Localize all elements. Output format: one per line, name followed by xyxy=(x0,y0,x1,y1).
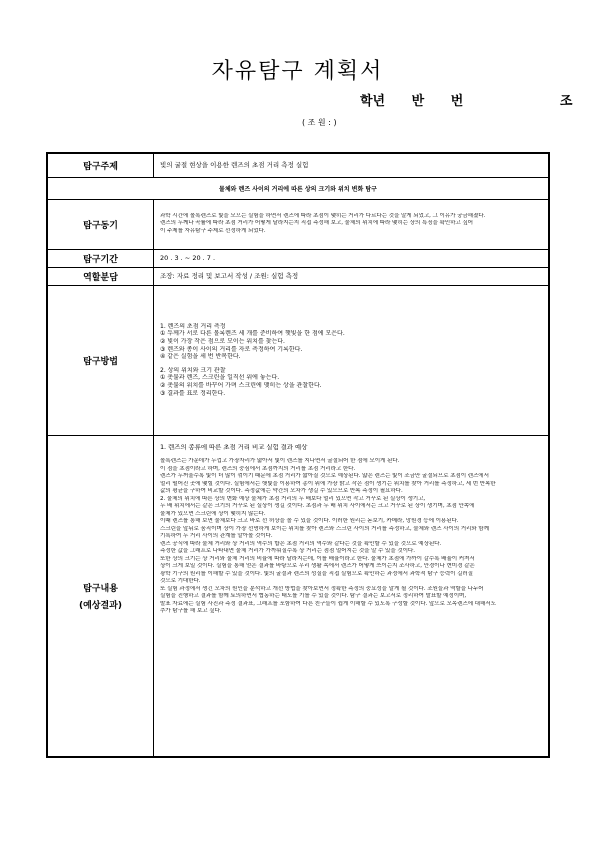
content-label: 탐구내용 xyxy=(83,583,118,594)
content-line: 이때 렌즈를 통해 보면 물체보다 크고 바로 선 허상을 볼 수 있을 것이다. 이러한 원리는 돋보기, 카메라, 망원경 등에 이용된다. xyxy=(160,518,459,524)
method-line: ① 두께가 서로 다른 볼록렌즈 세 개를 준비하여 햇빛을 한 점에 모은다. xyxy=(160,330,345,338)
group-label: 조 xyxy=(559,94,573,109)
document-title: 자유탐구 계획서 xyxy=(211,59,384,84)
motive-line: 렌즈의 두께나 곡률에 따라 초점 거리가 어떻게 달라지는지 직접 측정해 보고, 물체의 위치에 따라 맺히는 상의 특징을 확인하고 싶어 xyxy=(160,220,473,227)
members-value: 조장: 자료 정리 및 보고서 작성 / 조원: 실험 측정 xyxy=(154,267,550,285)
period-value: 20 . 3 . ~ 20 . 7 . xyxy=(154,249,550,267)
motive-cell xyxy=(154,199,550,249)
content-line: 두 배 위치에서는 같은 크기의 거꾸로 된 실상이 생길 것이다. 초점과 두 배 위치 사이에서는 크고 거꾸로 된 상이 생기며, 초점 안쪽에 xyxy=(160,503,475,509)
content-heading: 1. 렌즈의 종류에 따른 초점 거리 비교 실험 결과 예상 xyxy=(160,443,308,451)
method-cell xyxy=(154,285,550,435)
content-line: 상이 크게 보일 것이다. 실험을 통해 얻은 결과를 바탕으로 우리 생활 속에서 렌즈가 어떻게 쓰이는지 조사하고, 안경이나 현미경 같은 xyxy=(160,563,475,569)
content-line: 2. 물체의 위치에 따른 상의 변화 예상 물체가 초점 거리의 두 배보다 멀리 있으면 작고 거꾸로 된 실상이 생기고, xyxy=(160,495,426,502)
method-line: ③ 렌즈와 종이 사이의 거리를 자로 측정하여 기록한다. xyxy=(160,345,303,353)
content-line: 물체가 있으면 스크린에 상이 맺히지 않는다. xyxy=(160,510,266,517)
members-subtitle: ( 조 원 : ) xyxy=(302,118,337,127)
method-line: ① 촛불과 렌즈, 스크린을 일직선 위에 놓는다. xyxy=(160,374,280,382)
content-line: 스크린을 앞뒤로 움직이며 상이 가장 선명하게 보이는 위치를 찾아 렌즈와 스크린 사이의 거리를 측정하고, 물체와 렌즈 사이의 거리와 함께 xyxy=(160,525,489,532)
school-info xyxy=(360,90,572,109)
method-heading: 1. 렌즈의 초점 거리 측정 xyxy=(160,322,226,330)
motive-label: 탐구동기 xyxy=(47,199,154,249)
content-line: 멀리 떨어진 곳에 맺힐 것이다. 실험에서는 햇빛을 이용하여 종이 위에 가장 밝고 작은 점이 생기는 위치를 찾아 거리를 측정하고, 세 번 반복한 xyxy=(160,480,496,487)
method-line: ② 빛이 가장 작은 점으로 모이는 위치를 찾는다. xyxy=(160,338,285,346)
content-line: 발표 자료에는 실험 사진과 측정 결과표, 그래프를 포함하여 다른 친구들이 쉽게 이해할 수 있도록 구성할 것이다. 앞으로 오목렌즈에 대해서도 xyxy=(160,600,496,607)
period-label: 탐구기간 xyxy=(47,249,154,267)
content-line: 측정한 값을 그래프로 나타내면 물체 거리가 가까워질수록 상 거리는 점점 멀어지는 것을 알 수 있을 것이다. xyxy=(160,548,415,554)
content-label-cell xyxy=(47,435,154,757)
plan-form-table xyxy=(46,152,550,758)
topic-banner: 물체와 렌즈 사이의 거리에 따른 상의 크기와 위치 변화 탐구 xyxy=(47,177,549,199)
content-cell xyxy=(154,435,550,757)
topic-label: 탐구주제 xyxy=(47,153,154,177)
class-label: 반 xyxy=(411,94,425,109)
method-label: 탐구방법 xyxy=(47,285,154,435)
content-line: 볼록렌즈는 가운데가 두껍고 가장자리가 얇아서 빛이 렌즈를 지나면서 굴절되어 한 점에 모이게 된다. xyxy=(160,458,400,464)
content-line: 렌즈 공식에 따라 물체 거리와 상 거리의 역수의 합은 초점 거리의 역수와 같다는 것을 확인할 수 있을 것으로 예상된다. xyxy=(160,540,442,547)
method-line: ④ 같은 실험을 세 번 반복한다. xyxy=(160,353,241,361)
motive-line: 과학 시간에 볼록렌즈로 빛을 모으는 실험을 하면서 렌즈에 따라 초점이 맺히는 거리가 다르다는 것을 알게 되었고, 그 이유가 궁금해졌다. xyxy=(160,212,486,219)
content-line: 것으로 기대한다. xyxy=(160,578,201,584)
content-line: 실험을 진행하고 결과를 함께 토의하면서 협동하는 태도를 기를 수 있을 것이다. 탐구 결과는 보고서로 정리하여 발표할 예정이며, xyxy=(160,593,466,599)
motive-text xyxy=(154,209,548,240)
content-line: 또 실험 과정에서 생긴 오차의 원인을 분석하고 개선 방법을 찾아보면서 정확한 측정의 중요성을 알게 될 것이다. 조원들과 역할을 나누어 xyxy=(160,585,484,592)
content-line: 값의 평균을 구하여 비교할 것이다. 측정값에는 약간의 오차가 생길 수 있으므로 반복 측정이 필요하다. xyxy=(160,488,403,494)
method-line: ③ 결과를 표로 정리한다. xyxy=(160,389,226,397)
content-line: 또한 상의 크기는 상 거리와 물체 거리의 비율에 따라 달라지는데, 이를 배율이라고 한다. 물체가 초점에 가까이 갈수록 배율이 커져서 xyxy=(160,555,475,562)
grade-label: 학년 xyxy=(360,94,386,109)
content-line: 렌즈가 두꺼울수록 빛이 더 많이 꺾이기 때문에 초점 거리가 짧아질 것으로 예상된다. 얇은 렌즈는 빛이 조금만 굴절되므로 초점이 렌즈에서 xyxy=(160,473,489,479)
motive-line: 이 주제를 자유탐구 주제로 선정하게 되었다. xyxy=(160,227,266,234)
content-text xyxy=(154,436,548,620)
members-label: 역할분담 xyxy=(47,267,154,285)
content-label-sub: (예상결과) xyxy=(78,600,122,611)
content-line: 기록하여 두 거리 사이의 관계를 알아볼 것이다. xyxy=(160,533,273,539)
topic-value: 빛의 굴절 현상을 이용한 렌즈의 초점 거리 측정 실험 xyxy=(154,153,550,177)
content-line: 이 점을 초점이라고 하며, 렌즈의 중심에서 초점까지의 거리를 초점 거리라고 한다. xyxy=(160,465,356,472)
method-text xyxy=(154,319,548,401)
content-line: 광학 기구의 원리를 이해할 수 있을 것이다. 빛의 굴절과 렌즈의 성질을 직접 실험으로 확인하는 과정에서 과학적 탐구 능력이 길러질 xyxy=(160,570,473,577)
content-line: 추가 탐구를 해 보고 싶다. xyxy=(160,608,222,614)
method-line: ② 촛불의 위치를 바꾸어 가며 스크린에 맺히는 상을 관찰한다. xyxy=(160,381,322,389)
number-label: 번 xyxy=(450,94,464,109)
method-heading: 2. 상의 위치와 크기 관찰 xyxy=(160,366,226,374)
